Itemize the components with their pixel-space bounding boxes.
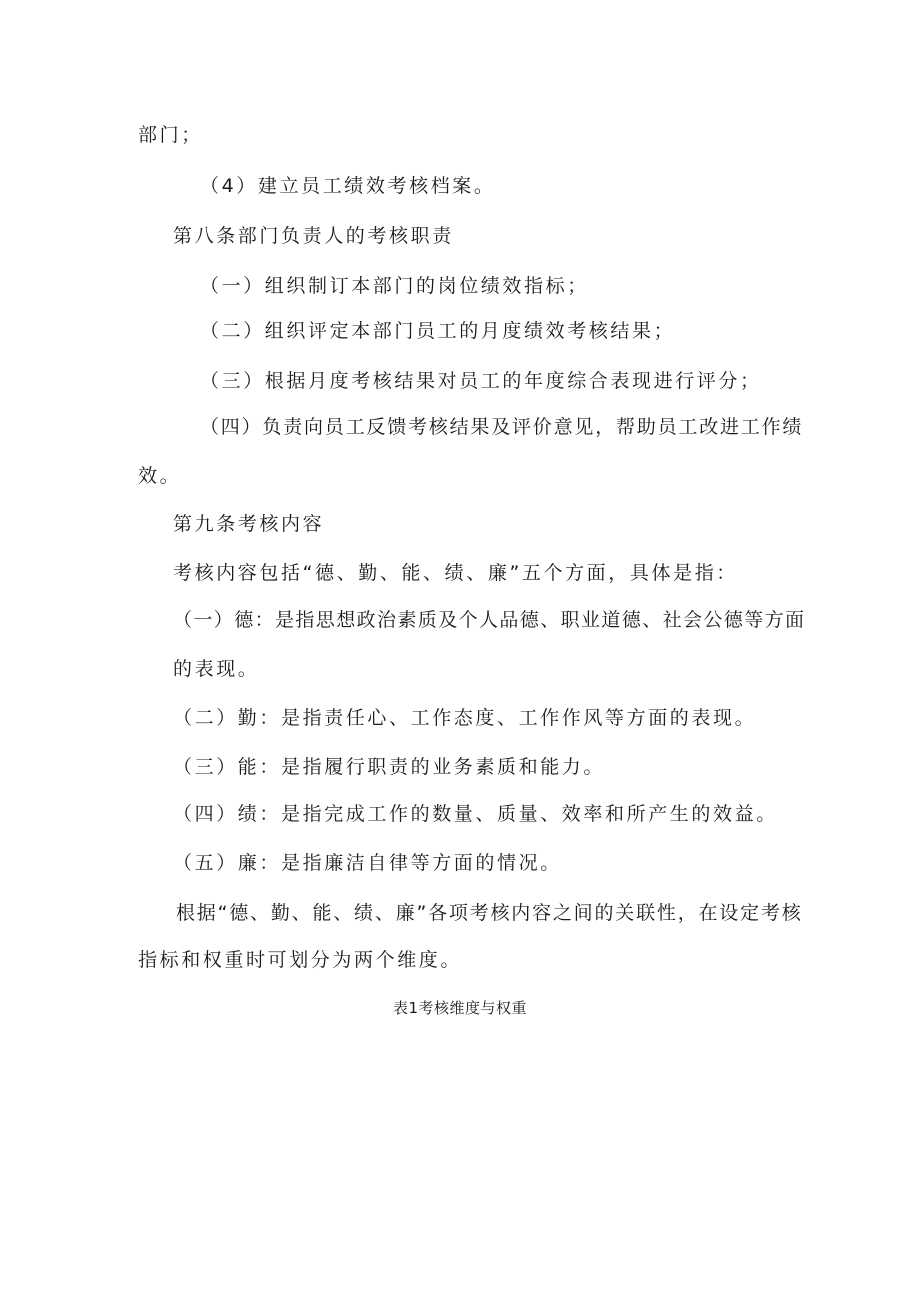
paragraph-line: 部门； [138,124,203,146]
paragraph-line: 指标和权重时可划分为两个维度。 [138,949,463,971]
paragraph-line: 根据“德、勤、能、绩、廉”各项考核内容之间的关联性，在设定考核 [176,902,803,924]
section-heading: 第八条部门负责人的考核职责 [173,225,454,247]
paragraph-line: 效。 [138,465,182,487]
paragraph-line: （4）建立员工绩效考核档案。 [200,175,496,197]
paragraph-line: （四）负责向员工反馈考核结果及评价意见，帮助员工改进工作绩 [200,416,804,438]
paragraph-line: （四）绩：是指完成工作的数量、质量、效率和所产生的效益。 [173,803,778,825]
table-caption: 表1考核维度与权重 [392,999,528,1017]
paragraph-line: （三）根据月度考核结果对员工的年度综合表现进行评分； [200,370,762,392]
section-heading: 第九条考核内容 [173,513,325,535]
paragraph-line: （五）廉：是指廉洁自律等方面的情况。 [173,852,562,874]
paragraph-line: （二）勤：是指责任心、工作态度、工作作风等方面的表现。 [173,707,757,729]
paragraph-line: 考核内容包括“德、勤、能、绩、廉”五个方面，具体是指： [173,562,738,584]
paragraph-line: （二）组织评定本部门员工的月度绩效考核结果； [200,320,676,342]
paragraph-line: （三）能：是指履行职责的业务素质和能力。 [173,756,606,778]
paragraph-line: （一）德：是指思想政治素质及个人品德、职业道德、社会公德等方面 [173,609,806,631]
paragraph-line: 的表现。 [173,658,260,680]
paragraph-line: （一）组织制订本部门的岗位绩效指标； [200,275,589,297]
